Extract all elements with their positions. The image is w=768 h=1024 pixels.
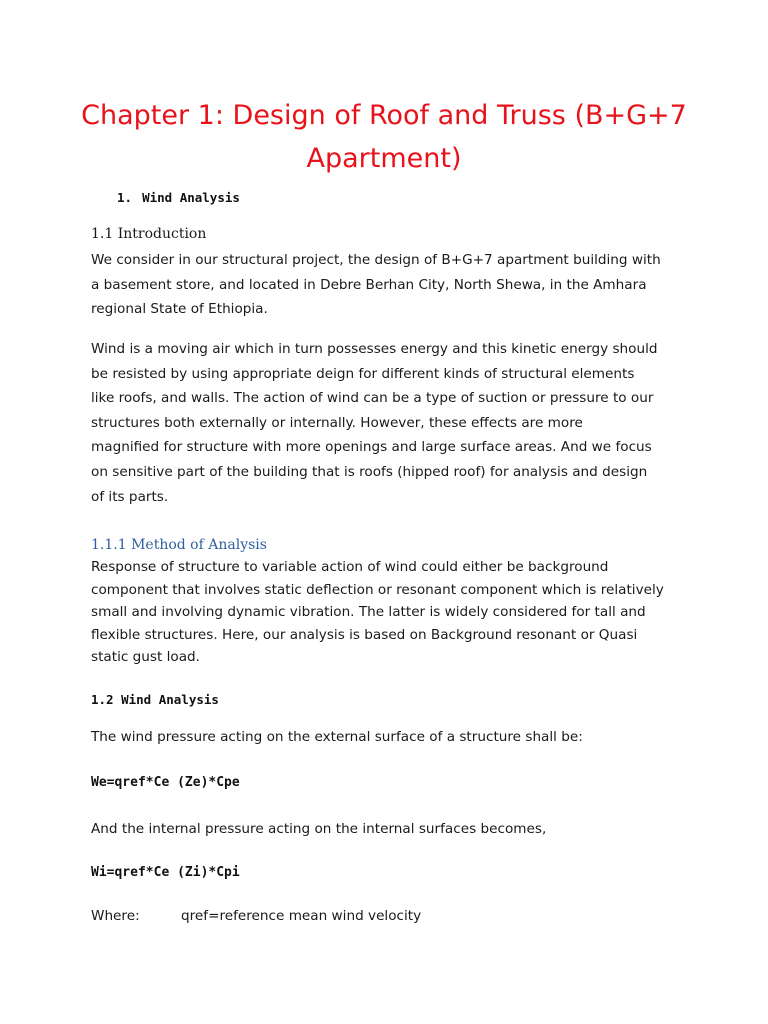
paragraph-line: like roofs, and walls. The action of wind can be a type of suction or pressure to our <box>91 390 654 407</box>
chapter-title-line-1: Chapter 1: Design of Roof and Truss (B+G+7 <box>81 100 687 131</box>
internal-pressure-formula: Wi=qref*Ce (Zi)*Cpi <box>91 865 240 880</box>
introduction-heading: 1.1 Introduction <box>91 226 207 242</box>
paragraph-line: magnified for structure with more openings and large surface areas. And we focus <box>91 439 652 456</box>
paragraph-line: Response of structure to variable action of wind could either be background <box>91 559 609 575</box>
section-label: Wind Analysis <box>142 190 240 205</box>
paragraph-line: a basement store, and located in Debre Berhan City, North Shewa, in the Amhara <box>91 276 647 293</box>
method-of-analysis-heading: 1.1.1 Method of Analysis <box>91 537 267 553</box>
paragraph-line: on sensitive part of the building that is roofs (hipped roof) for analysis and design <box>91 463 648 480</box>
internal-pressure-text <box>91 817 691 842</box>
chapter-title-line-2: Apartment) <box>306 143 462 174</box>
introduction-paragraph <box>91 248 691 322</box>
paragraph-line: Wind is a moving air which in turn possesses energy and this kinetic energy should <box>91 341 658 357</box>
paragraph-line: static gust load. <box>91 649 200 666</box>
paragraph-line: The wind pressure acting on the external surface of a structure shall be: <box>91 729 583 745</box>
paragraph-line: of its parts. <box>91 488 169 505</box>
external-pressure-text <box>91 725 691 750</box>
paragraph-line: We consider in our structural project, the design of B+G+7 apartment building with <box>91 252 661 268</box>
paragraph-line: And the internal pressure acting on the internal surfaces becomes, <box>91 821 547 837</box>
paragraph-line: flexible structures. Here, our analysis is based on Background resonant or Quasi <box>91 626 638 643</box>
chapter-title <box>60 94 708 180</box>
paragraph-line: be resisted by using appropriate deign for different kinds of structural elements <box>91 365 635 382</box>
section-heading-wind-analysis <box>117 190 240 205</box>
paragraph-line: component that involves static deflection or resonant component which is relatively <box>91 581 664 598</box>
wind-analysis-heading: 1.2 Wind Analysis <box>91 692 219 707</box>
paragraph-line: regional State of Ethiopia. <box>91 301 268 318</box>
paragraph-line: small and involving dynamic vibration. The latter is widely considered for tall and <box>91 604 646 621</box>
where-label: Where: <box>91 908 140 924</box>
external-pressure-formula: We=qref*Ce (Ze)*Cpe <box>91 775 240 790</box>
wind-description-paragraph <box>91 337 691 509</box>
section-number: 1. <box>117 190 133 205</box>
where-definition: qref=reference mean wind velocity <box>181 908 422 924</box>
method-paragraph <box>91 556 691 669</box>
paragraph-line: structures both externally or internally. However, these effects are more <box>91 414 583 431</box>
